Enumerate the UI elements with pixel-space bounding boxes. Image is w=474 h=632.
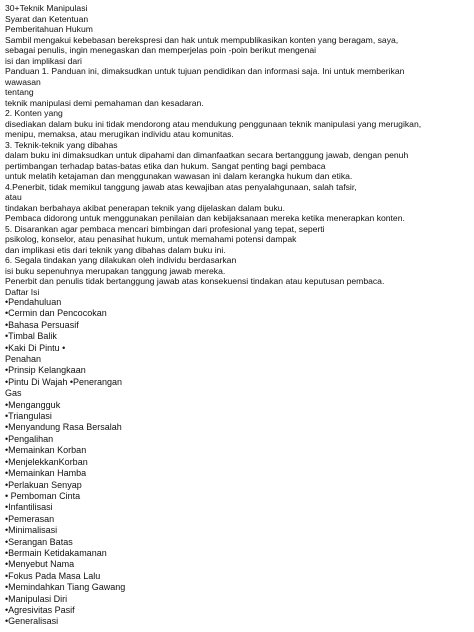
toc-item: •Menyebut Nama [5, 559, 75, 570]
text-line: 5. Disarankan agar pembaca mencari bimbingan dari profesional yang tepat, seperti [5, 223, 325, 234]
toc-item: •Cermin dan Pencocokan [5, 308, 107, 319]
table-of-contents [5, 297, 470, 628]
text-line: untuk melatih ketajaman dan menggunakan wawasan ini dalam kerangka hukum dan etika. [5, 171, 353, 181]
section-heading: Pemberitahuan Hukum [5, 24, 93, 34]
text-line: 3. Teknik-teknik yang dibahas [5, 139, 118, 150]
toc-item: •Timbal Balik [5, 331, 57, 342]
toc-item: •Mengangguk [5, 399, 61, 410]
toc-item: •Memindahkan Tiang Gawang [5, 582, 126, 593]
toc-item: •Triangulasi [5, 411, 52, 422]
text-line: Panduan 1. Panduan ini, dimaksudkan untuk tujuan pendidikan dan informasi saja. Ini untuk memberikan [5, 66, 405, 76]
document-body [5, 3, 470, 297]
text-line: menipu, memaksa, atau merugikan individu atau komunitas. [5, 129, 234, 139]
toc-item: •MenjelekkanKorban [5, 456, 88, 467]
toc-item: •Agresivitas Pasif [5, 604, 75, 615]
text-line: 2. Konten yang [5, 108, 63, 118]
toc-item: •Memainkan Hamba [5, 468, 87, 479]
toc-item: Penahan [5, 354, 42, 365]
text-line: dan implikasi etis dari teknik yang dibahas dalam buku ini. [5, 244, 226, 255]
toc-item: •Perlakuan Senyap [5, 479, 82, 490]
text-line: atau [5, 192, 22, 202]
text-line: dalam buku ini dimaksudkan untuk dipahami dan dimanfaatkan secara bertanggung jawab, dengan penuh [5, 150, 409, 160]
text-line: Pembaca didorong untuk menggunakan penilaian dan kebijaksanaan mereka ketika menerapkan konten. [5, 213, 405, 223]
doc-subtitle: Syarat dan Ketentuan [5, 13, 89, 24]
toc-item: •Pemerasan [5, 513, 55, 524]
toc-item: •Kaki Di Pintu • [5, 342, 66, 353]
toc-item: •Pengalihan [5, 433, 54, 444]
text-line: disediakan dalam buku ini tidak mendorong atau mendukung penggunaan teknik manipulasi yang merugikan, [5, 118, 422, 129]
toc-item: •Menyandung Rasa Bersalah [5, 422, 122, 433]
toc-item: •Fokus Pada Masa Lalu [5, 570, 101, 581]
text-line: tindakan berbahaya akibat penerapan teknik yang dijelaskan dalam buku. [5, 202, 285, 213]
text-line: Sambil mengakui kebebasan berekspresi dan hak untuk mempublikasikan konten yang beragam, saya, [5, 34, 399, 45]
toc-item: •Pintu Di Wajah •Penerangan [5, 376, 123, 387]
text-line: 4.Penerbit, tidak memikul tanggung jawab atas kewajiban atas penyalahgunaan, salah tafsir, [5, 181, 357, 192]
text-line: isi dan implikasi dari [5, 55, 82, 66]
text-line: pertimbangan terhadap batas-batas etika dan hukum. Sangat penting bagi pembaca [5, 160, 326, 171]
toc-item: •Minimalisasi [5, 525, 58, 536]
text-line: psikolog, konselor, atau penasihat hukum, untuk memahami potensi dampak [5, 234, 297, 244]
toc-item: Gas [5, 388, 22, 399]
toc-item: •Memainkan Korban [5, 445, 87, 456]
text-line: 6. Segala tindakan yang dilakukan oleh individu berdasarkan [5, 255, 237, 265]
text-line: teknik manipulasi demi pemahaman dan kesadaran. [5, 97, 204, 108]
text-line: isi buku sepenuhnya merupakan tanggung jawab mereka. [5, 265, 226, 276]
toc-item: •Bahasa Persuasif [5, 319, 79, 330]
toc-heading: Daftar Isi [5, 286, 40, 297]
toc-item: •Generalisasi [5, 616, 59, 627]
toc-item: • Pemboman Cinta [5, 490, 81, 501]
toc-item: •Infantilisasi [5, 502, 53, 513]
toc-item: •Bermain Ketidakamanan [5, 547, 107, 558]
text-line: Penerbit dan penulis tidak bertanggung jawab atas konsekuensi tindakan atau keputusan pembaca. [5, 276, 385, 286]
toc-item: •Prinsip Kelangkaan [5, 365, 86, 376]
toc-item: •Pendahuluan [5, 297, 62, 307]
doc-title: 30+Teknik Manipulasi [5, 3, 88, 13]
text-line: wawasan [5, 76, 41, 87]
toc-item: •Manipulasi Diri [5, 593, 68, 604]
text-line: tentang [5, 87, 34, 97]
toc-item: •Serangan Batas [5, 536, 73, 547]
text-line: sebagai penulis, ingin menegaskan dan memperjelas poin -poin berikut mengenai [5, 45, 317, 55]
